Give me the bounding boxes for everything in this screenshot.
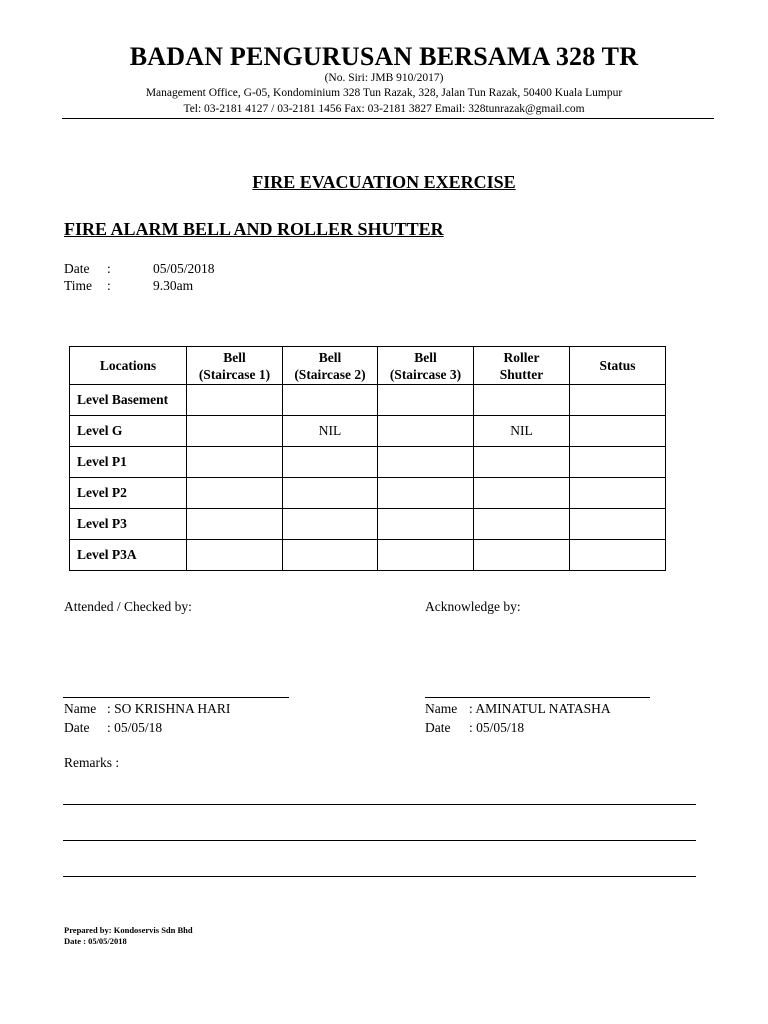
- bell-staircase-1-cell: [187, 385, 283, 416]
- location-cell: Level P3: [70, 509, 187, 540]
- location-cell: Level P2: [70, 478, 187, 509]
- right-name-value: : AMINATUL NATASHA: [469, 701, 611, 716]
- bell-staircase-1-cell: [187, 447, 283, 478]
- organization-name: BADAN PENGURUSAN BERSAMA 328 TR: [129, 42, 639, 71]
- remarks-line-3: [63, 876, 696, 877]
- left-date-value: : 05/05/18: [107, 720, 163, 735]
- date-value: 05/05/2018: [153, 261, 215, 276]
- table-row: [70, 416, 666, 447]
- time-separator: :: [107, 278, 111, 293]
- address-line: Management Office, G-05, Kondominium 328 Tun Razak, 328, Jalan Tun Razak, 50400 Kuala Lumpur: [145, 87, 623, 99]
- bell-staircase-3-cell: [378, 416, 474, 447]
- document-title: FIRE EVACUATION EXERCISE: [252, 172, 516, 192]
- status-cell: [570, 540, 666, 571]
- right-signature-line: [425, 697, 650, 698]
- registration-number: (No. Siri: JMB 910/2017): [324, 72, 444, 84]
- acknowledge-caption: Acknowledge by:: [425, 599, 521, 614]
- location-cell: Level G: [70, 416, 187, 447]
- table-row: [70, 447, 666, 478]
- roller-shutter-cell: [474, 509, 570, 540]
- header-bell-staircase-2: Bell (Staircase 2): [283, 347, 378, 385]
- location-cell: Level P3A: [70, 540, 187, 571]
- date-separator: :: [107, 261, 111, 276]
- remarks-line-2: [63, 840, 696, 841]
- status-cell: [570, 478, 666, 509]
- table-row: [70, 509, 666, 540]
- prepared-by: Prepared by: Kondoservis Sdn Bhd: [64, 925, 193, 935]
- bell-staircase-3-cell: [378, 385, 474, 416]
- footer-date: Date : 05/05/2018: [64, 936, 127, 946]
- header-locations: Locations: [70, 347, 187, 385]
- roller-shutter-cell: [474, 478, 570, 509]
- bell-staircase-1-cell: [187, 478, 283, 509]
- bell-staircase-2-cell: [283, 447, 378, 478]
- location-cell: Level P1: [70, 447, 187, 478]
- time-label: Time: [64, 278, 93, 293]
- roller-shutter-cell: NIL: [474, 416, 570, 447]
- bell-staircase-3-cell: [378, 478, 474, 509]
- bell-staircase-2-cell: [283, 540, 378, 571]
- status-cell: [570, 416, 666, 447]
- left-signature-line: [63, 697, 289, 698]
- left-name-label: Name: [64, 701, 97, 716]
- bell-staircase-3-cell: [378, 540, 474, 571]
- bell-staircase-1-cell: [187, 416, 283, 447]
- roller-shutter-cell: [474, 540, 570, 571]
- header-bell-staircase-3: Bell (Staircase 3): [378, 347, 474, 385]
- header-roller-shutter: Roller Shutter: [474, 347, 570, 385]
- bell-staircase-2-cell: [283, 385, 378, 416]
- bell-staircase-2-cell: NIL: [283, 416, 378, 447]
- attended-caption: Attended / Checked by:: [64, 599, 192, 614]
- left-date-label: Date: [64, 720, 90, 735]
- table-row: [70, 478, 666, 509]
- header-bell-staircase-1: Bell (Staircase 1): [187, 347, 283, 385]
- table-row: [70, 540, 666, 571]
- time-value: 9.30am: [153, 278, 194, 293]
- remarks-line-1: [63, 804, 696, 805]
- bell-staircase-3-cell: [378, 509, 474, 540]
- inspection-table: [69, 346, 666, 571]
- roller-shutter-cell: [474, 447, 570, 478]
- roller-shutter-cell: [474, 385, 570, 416]
- table-row: [70, 385, 666, 416]
- header-divider: [62, 118, 714, 119]
- location-cell: Level Basement: [70, 385, 187, 416]
- section-title: FIRE ALARM BELL AND ROLLER SHUTTER: [64, 219, 444, 239]
- bell-staircase-1-cell: [187, 540, 283, 571]
- header-status: Status: [570, 347, 666, 385]
- status-cell: [570, 447, 666, 478]
- bell-staircase-2-cell: [283, 509, 378, 540]
- bell-staircase-2-cell: [283, 478, 378, 509]
- date-label: Date: [64, 261, 90, 276]
- remarks-label: Remarks :: [64, 755, 120, 770]
- contact-line: Tel: 03-2181 4127 / 03-2181 1456 Fax: 03-2181 3827 Email: 328tunrazak@gmail.com: [183, 103, 585, 115]
- status-cell: [570, 385, 666, 416]
- bell-staircase-3-cell: [378, 447, 474, 478]
- left-name-value: : SO KRISHNA HARI: [107, 701, 231, 716]
- bell-staircase-1-cell: [187, 509, 283, 540]
- status-cell: [570, 509, 666, 540]
- right-name-label: Name: [425, 701, 458, 716]
- right-date-label: Date: [425, 720, 451, 735]
- right-date-value: : 05/05/18: [469, 720, 525, 735]
- table-header-row: [70, 347, 666, 385]
